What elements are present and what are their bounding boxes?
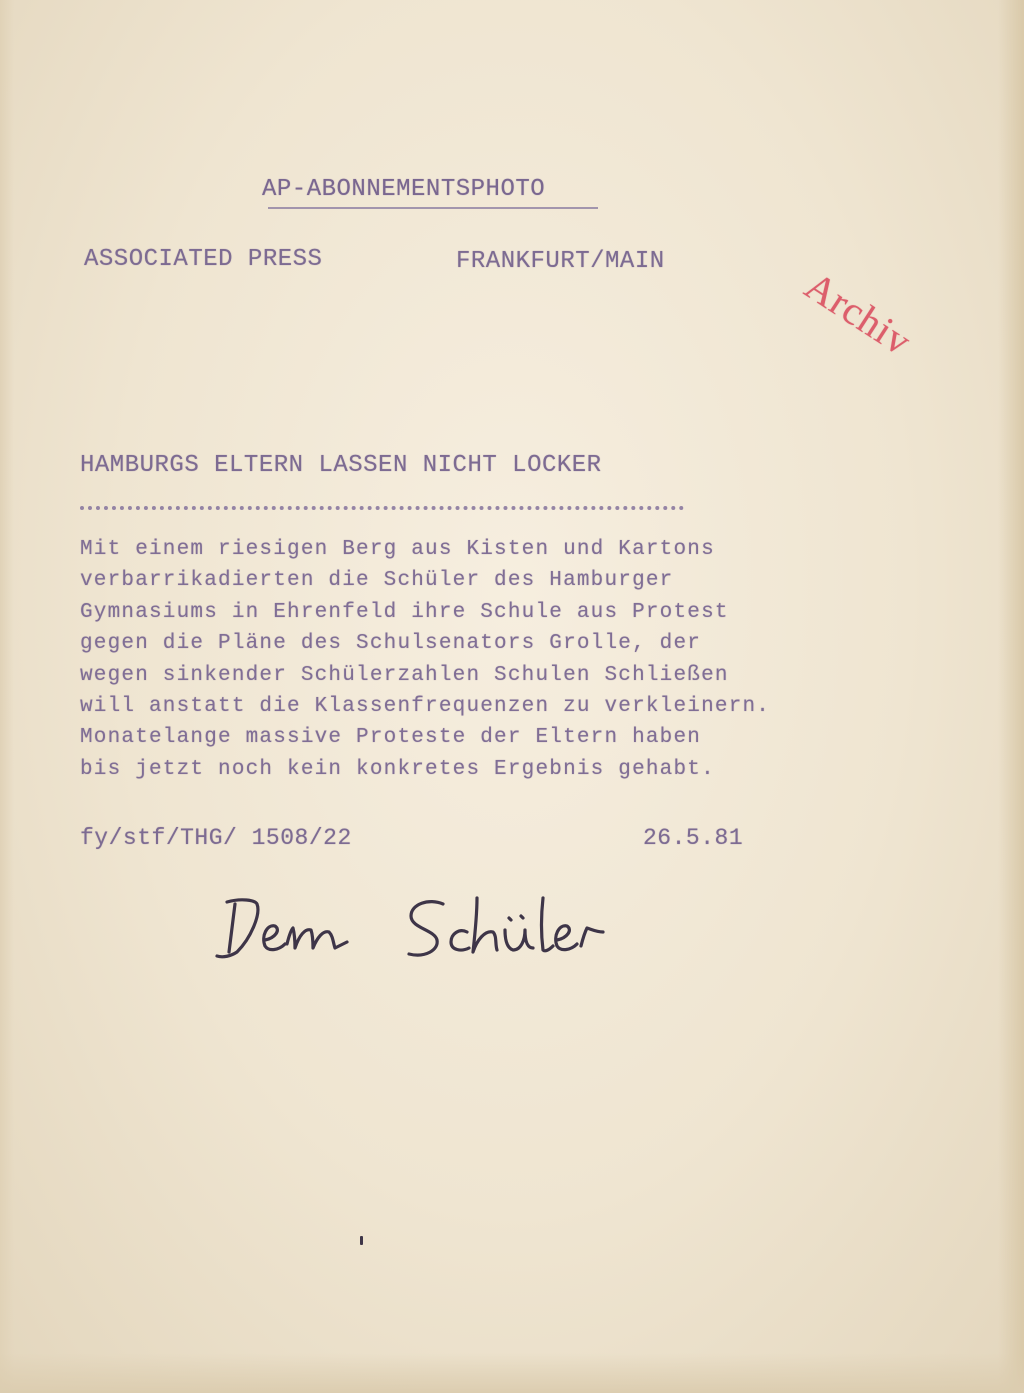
caption-line: bis jetzt noch kein konkretes Ergebnis gehabt.	[80, 757, 715, 781]
caption-line: Mit einem riesigen Berg aus Kisten und Kartons	[80, 538, 715, 561]
caption-line: Monatelange massive Proteste der Eltern haben	[80, 726, 702, 750]
agency-city: FRANKFURT/MAIN	[456, 248, 665, 275]
caption-line: wegen sinkender Schülerzahlen Schulen Schließen	[80, 663, 729, 687]
agency-name: ASSOCIATED PRESS	[84, 246, 323, 273]
caption-line: will anstatt die Klassenfrequenzen zu verkleinern.	[80, 695, 771, 719]
caption-body	[80, 534, 770, 785]
headline: HAMBURGS ELTERN LASSEN NICHT LOCKER	[80, 452, 602, 479]
paper-speck	[360, 1236, 363, 1245]
caption-line: Gymnasiums in Ehrenfeld ihre Schule aus Protest	[80, 600, 729, 624]
paper-edge-left	[0, 0, 14, 1393]
headline-rule	[80, 506, 684, 510]
reference-code: fy/stf/THG/ 1508/22	[80, 825, 352, 851]
header-underline	[268, 207, 598, 209]
paper-edge-right	[998, 0, 1024, 1393]
handwritten-signature	[205, 880, 675, 990]
archive-stamp: Archiv	[797, 262, 920, 365]
document-date: 26.5.81	[643, 825, 744, 851]
paper-edge-bottom	[0, 1353, 1024, 1393]
caption-line: verbarrikadierten die Schüler des Hamburger	[80, 569, 674, 593]
caption-line: gegen die Pläne des Schulsenators Grolle, der	[80, 632, 702, 656]
header-title: AP-ABONNEMENTSPHOTO	[262, 176, 546, 203]
